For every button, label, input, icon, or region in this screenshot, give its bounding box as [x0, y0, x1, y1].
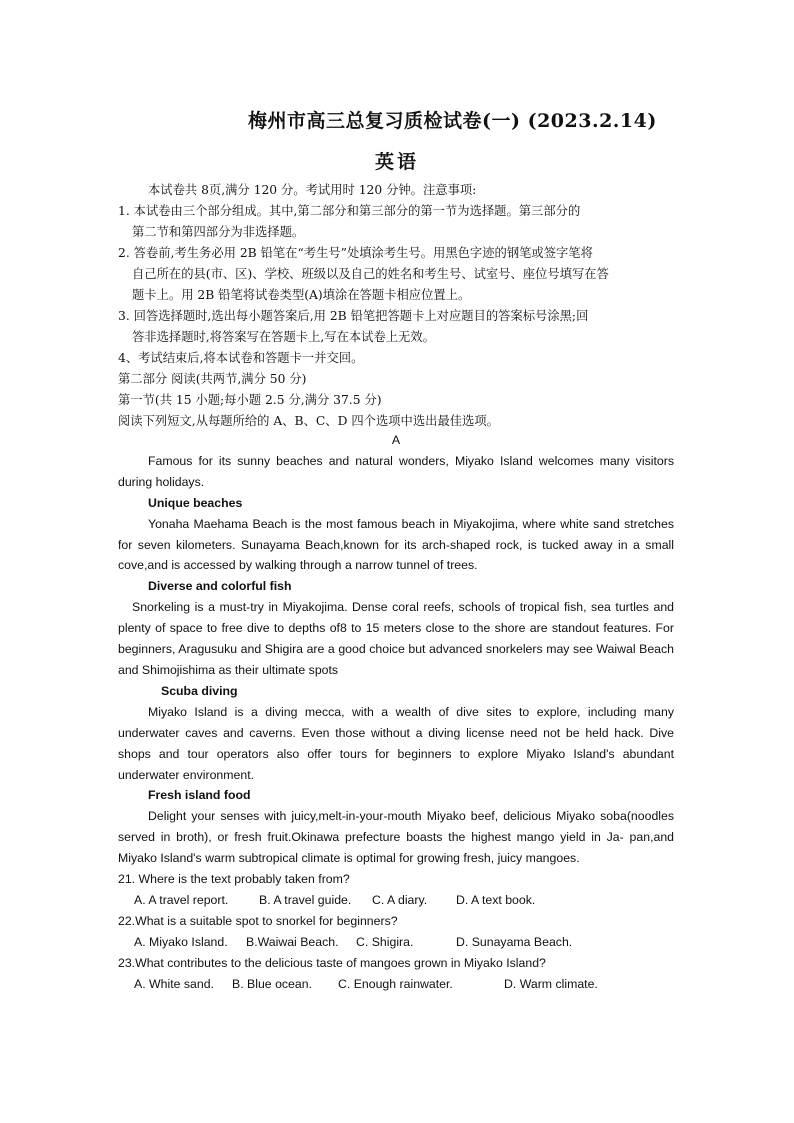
paragraph-beaches: Yonaha Maehama Beach is the most famous beach in Miyakojima, where white sand stretches for seven kilometers. Sunayama Beach,known for its arch-shaped rock, is tucked away in a small cove,and is accessed by walking through a narrow tunnel of trees. — [118, 516, 674, 573]
page-title: 梅州市高三总复习质检试卷(一) (2023.2.14) — [248, 110, 657, 132]
section-heading-diving: Scuba diving — [161, 683, 238, 698]
instruction-4: 4、考试结束后,将本试卷和答题卡一并交回。 — [118, 351, 364, 365]
paragraph-diving: Miyako Island is a diving mecca, with a wealth of dive sites to explore, including many underwater caves and caverns. Even those without a diving license need not be held hack. Dive shops and tour operators also offer tours for beginners to explore Miyako Island's abundant underwater environment. — [118, 704, 674, 782]
part-two-heading: 第二部分 阅读(共两节,满分 50 分) — [118, 372, 307, 386]
option-d[interactable]: D. A text book. — [456, 892, 536, 907]
reading-passage — [118, 430, 674, 994]
option-c[interactable]: C. Enough rainwater. — [338, 976, 453, 991]
instructions-intro: 本试卷共 8页,满分 120 分。考试用时 120 分钟。注意事项: — [148, 183, 477, 197]
instruction-2-line-2: 自己所在的县(市、区)、学校、班级以及自己的姓名和考生号、试室号、座位号填写在答 — [132, 267, 609, 281]
instruction-3-line-1: 3. 回答选择题时,选出每小题答案后,用 2B 铅笔把答题卡上对应题目的答案标号涂黑;回 — [118, 309, 589, 323]
instruction-1-line-2: 第二节和第四部分为非选择题。 — [132, 225, 305, 239]
option-c[interactable]: C. Shigira. — [356, 934, 414, 949]
subject-heading: 英语 — [374, 151, 419, 173]
question-23-options — [118, 974, 674, 995]
passage-intro: Famous for its sunny beaches and natural wonders, Miyako Island welcomes many visitors during holidays. — [118, 453, 674, 489]
paragraph-food: Delight your senses with juicy,melt-in-your-mouth Miyako beef, delicious Miyako soba(noodles served in broth), or fresh fruit.Okinawa prefecture boasts the highest mango yield in Ja- pan,and Miyako Island's warm subtropical climate is optimal for growing fresh, juicy mangoes. — [118, 809, 674, 866]
instruction-1-line-1: 1. 本试卷由三个部分组成。其中,第二部分和第三部分的第一节为选择题。第三部分的 — [118, 204, 581, 218]
instruction-2-line-3: 题卡上。用 2B 铅笔将试卷类型(A)填涂在答题卡相应位置上。 — [132, 288, 471, 302]
section-heading-beaches: Unique beaches — [148, 495, 243, 510]
reading-directions: 阅读下列短文,从每题所给的 A、B、C、D 四个选项中选出最佳选项。 — [118, 414, 499, 428]
instructions-block — [118, 180, 678, 432]
option-d[interactable]: D. Sunayama Beach. — [456, 934, 573, 949]
option-a[interactable]: A. Miyako Island. — [134, 934, 228, 949]
option-d[interactable]: D. Warm climate. — [504, 976, 598, 991]
passage-label: A — [391, 433, 401, 447]
question-22-stem: 22.What is a suitable spot to snorkel for beginners? — [118, 913, 398, 928]
question-22-options — [118, 932, 674, 953]
paragraph-snorkeling: Snorkeling is a must-try in Miyakojima. Dense coral reefs, schools of tropical fish, sea turtles and plenty of space to free dive to depths of8 to 15 meters close to the shore are standout features. For beginners, Aragusuku and Shigira are a good choice but advanced snorkelers may see Waiwal Beach and Shimojishima as their ultimate spots — [118, 600, 674, 677]
question-23-stem: 23.What contributes to the delicious taste of mangoes grown in Miyako Island? — [118, 955, 546, 970]
section-one-heading: 第一节(共 15 小题;每小题 2.5 分,满分 37.5 分) — [118, 393, 382, 407]
option-b[interactable]: B. Blue ocean. — [232, 976, 312, 991]
option-b[interactable]: B.Waiwai Beach. — [246, 934, 339, 949]
instruction-3-line-2: 答非选择题时,将答案写在答题卡上,写在本试卷上无效。 — [132, 330, 435, 344]
question-21-options — [118, 890, 674, 911]
section-heading-fish: Diverse and colorful fish — [148, 579, 292, 594]
option-b[interactable]: B. A travel guide. — [259, 892, 352, 907]
option-a[interactable]: A. A travel report. — [134, 892, 229, 907]
option-a[interactable]: A. White sand. — [134, 976, 214, 991]
section-heading-food: Fresh island food — [148, 788, 251, 803]
instruction-2-line-1: 2. 答卷前,考生务必用 2B 铅笔在“考生号”处填涂考生号。用黑色字迹的钢笔或签字笔将 — [118, 246, 593, 260]
option-c[interactable]: C. A diary. — [372, 892, 428, 907]
question-21-stem: 21. Where is the text probably taken from? — [118, 872, 350, 887]
